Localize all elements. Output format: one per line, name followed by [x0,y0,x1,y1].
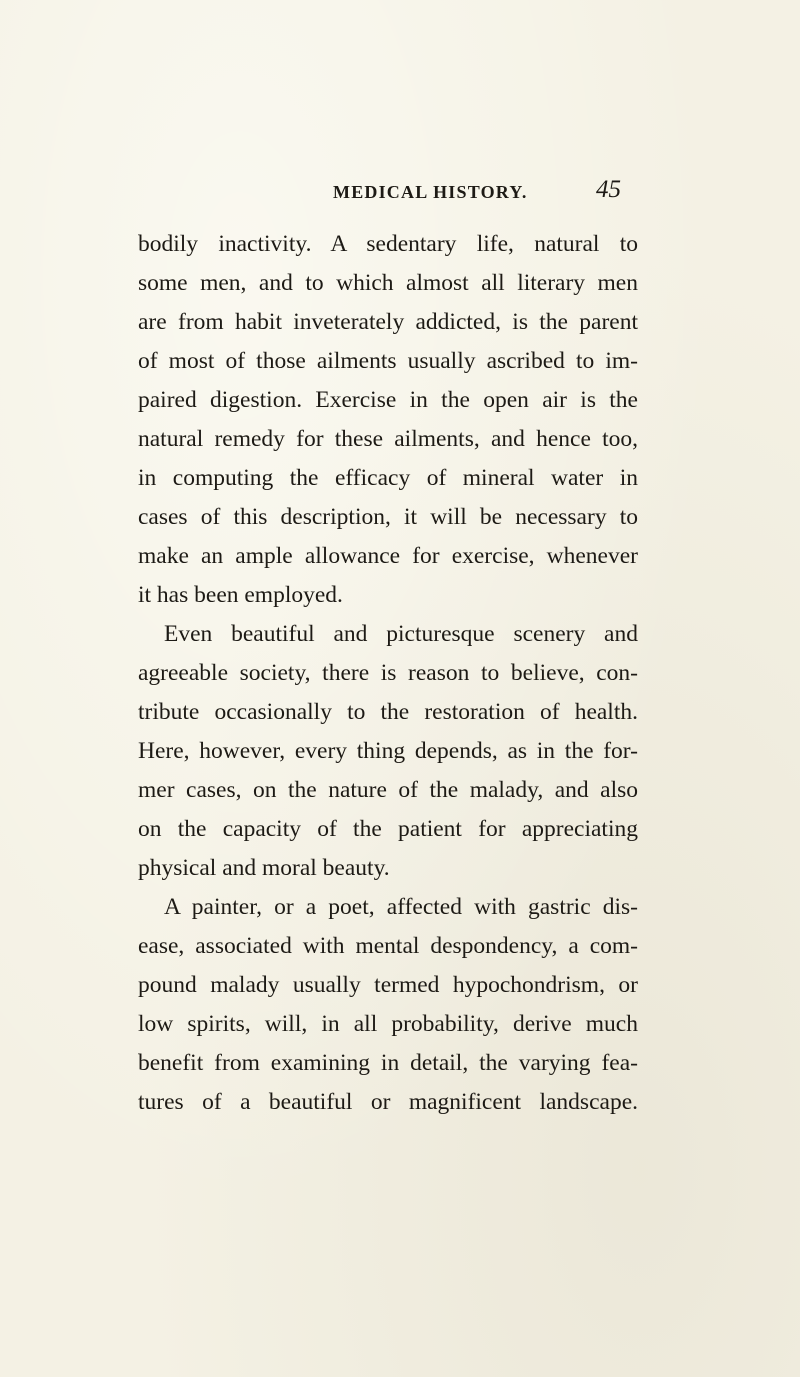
running-head [0,176,800,210]
text-line: low spirits, will, in all probability, derive much [138,1011,638,1037]
text-line: A painter, or a poet, affected with gastric dis- [164,894,638,920]
text-line: tribute occasionally to the restoration of health. [138,699,638,725]
text-line: bodily inactivity. A sedentary life, natural to [138,231,638,257]
page-number: 45 [596,176,621,203]
text-line: pound malady usually termed hypochondrism, or [138,972,638,998]
text-line: make an ample allowance for exercise, whenever [138,543,638,569]
text-line: natural remedy for these ailments, and hence too, [138,426,638,452]
text-line: ease, associated with mental despondency, a com- [138,933,638,959]
text-line: in computing the efficacy of mineral water in [138,465,638,491]
text-line: Even beautiful and picturesque scenery and [164,621,638,647]
text-line: it has been employed. [138,582,343,608]
text-line: agreeable society, there is reason to believe, con- [138,660,638,686]
running-title: MEDICAL HISTORY. [333,182,528,202]
text-line: benefit from examining in detail, the varying fea- [138,1050,638,1076]
text-line: some men, and to which almost all literary men [138,270,638,296]
text-line: physical and moral beauty. [138,855,390,881]
body-text [138,225,638,1122]
text-line: on the capacity of the patient for appreciating [138,816,638,842]
text-line: cases of this description, it will be necessary to [138,504,638,530]
text-line: of most of those ailments usually ascribed to im- [138,348,638,374]
text-line: paired digestion. Exercise in the open air is the [138,387,638,413]
text-line: mer cases, on the nature of the malady, and also [138,777,638,803]
text-line: are from habit inveterately addicted, is the parent [138,309,638,335]
text-line: tures of a beautiful or magnificent landscape. [138,1089,638,1115]
text-line: Here, however, every thing depends, as in the for- [138,738,638,764]
